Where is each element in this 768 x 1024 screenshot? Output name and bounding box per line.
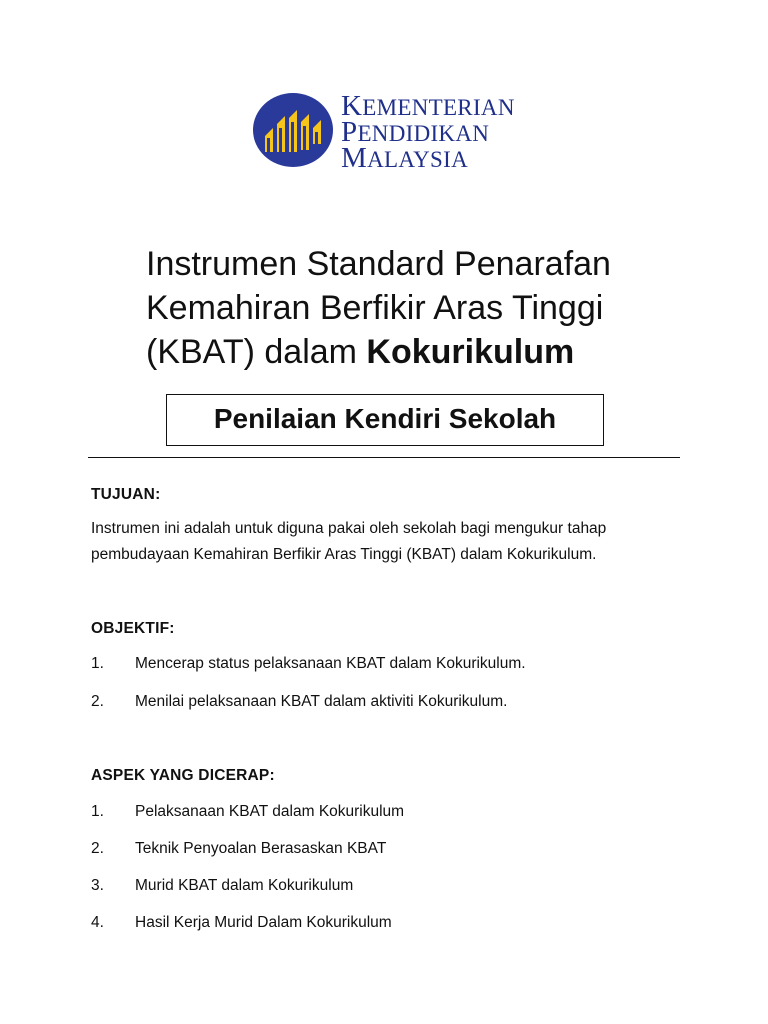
- tujuan-text: Instrumen ini adalah untuk diguna pakai oleh sekolah bagi mengukur tahap pembudayaan Kemahiran Berfikir Aras Tinggi (KBAT) dalam Kokurikulum.: [91, 520, 607, 563]
- objektif-item: 2. Menilai pelaksanaan KBAT dalam aktiviti Kokurikulum.: [91, 693, 508, 710]
- title-line-1: Instrumen Standard Penarafan: [146, 245, 611, 283]
- divider: [88, 457, 680, 458]
- document-title: [146, 242, 706, 374]
- aspek-item: 2. Teknik Penyoalan Berasaskan KBAT: [91, 840, 387, 857]
- objektif-item: 1. Mencerap status pelaksanaan KBAT dalam Kokurikulum.: [91, 655, 526, 672]
- aspek-heading: ASPEK YANG DICERAP:: [91, 767, 275, 784]
- objektif-heading: OBJEKTIF:: [91, 620, 175, 637]
- title-line-3: (KBAT) dalam Kokurikulum: [146, 333, 575, 371]
- kpm-wordmark: KEMENTERIAN PENDIDIKAN MALAYSIA: [341, 90, 515, 174]
- kpm-emblem-icon: [253, 92, 333, 168]
- kpm-logo: [253, 90, 523, 174]
- tujuan-heading: TUJUAN:: [91, 486, 161, 503]
- aspek-item: 4. Hasil Kerja Murid Dalam Kokurikulum: [91, 914, 392, 931]
- aspek-item: 3. Murid KBAT dalam Kokurikulum: [91, 877, 354, 894]
- aspek-item: 1. Pelaksanaan KBAT dalam Kokurikulum: [91, 803, 405, 820]
- subtitle-box: Penilaian Kendiri Sekolah: [166, 394, 604, 446]
- title-line-2: Kemahiran Berfikir Aras Tinggi: [146, 289, 604, 327]
